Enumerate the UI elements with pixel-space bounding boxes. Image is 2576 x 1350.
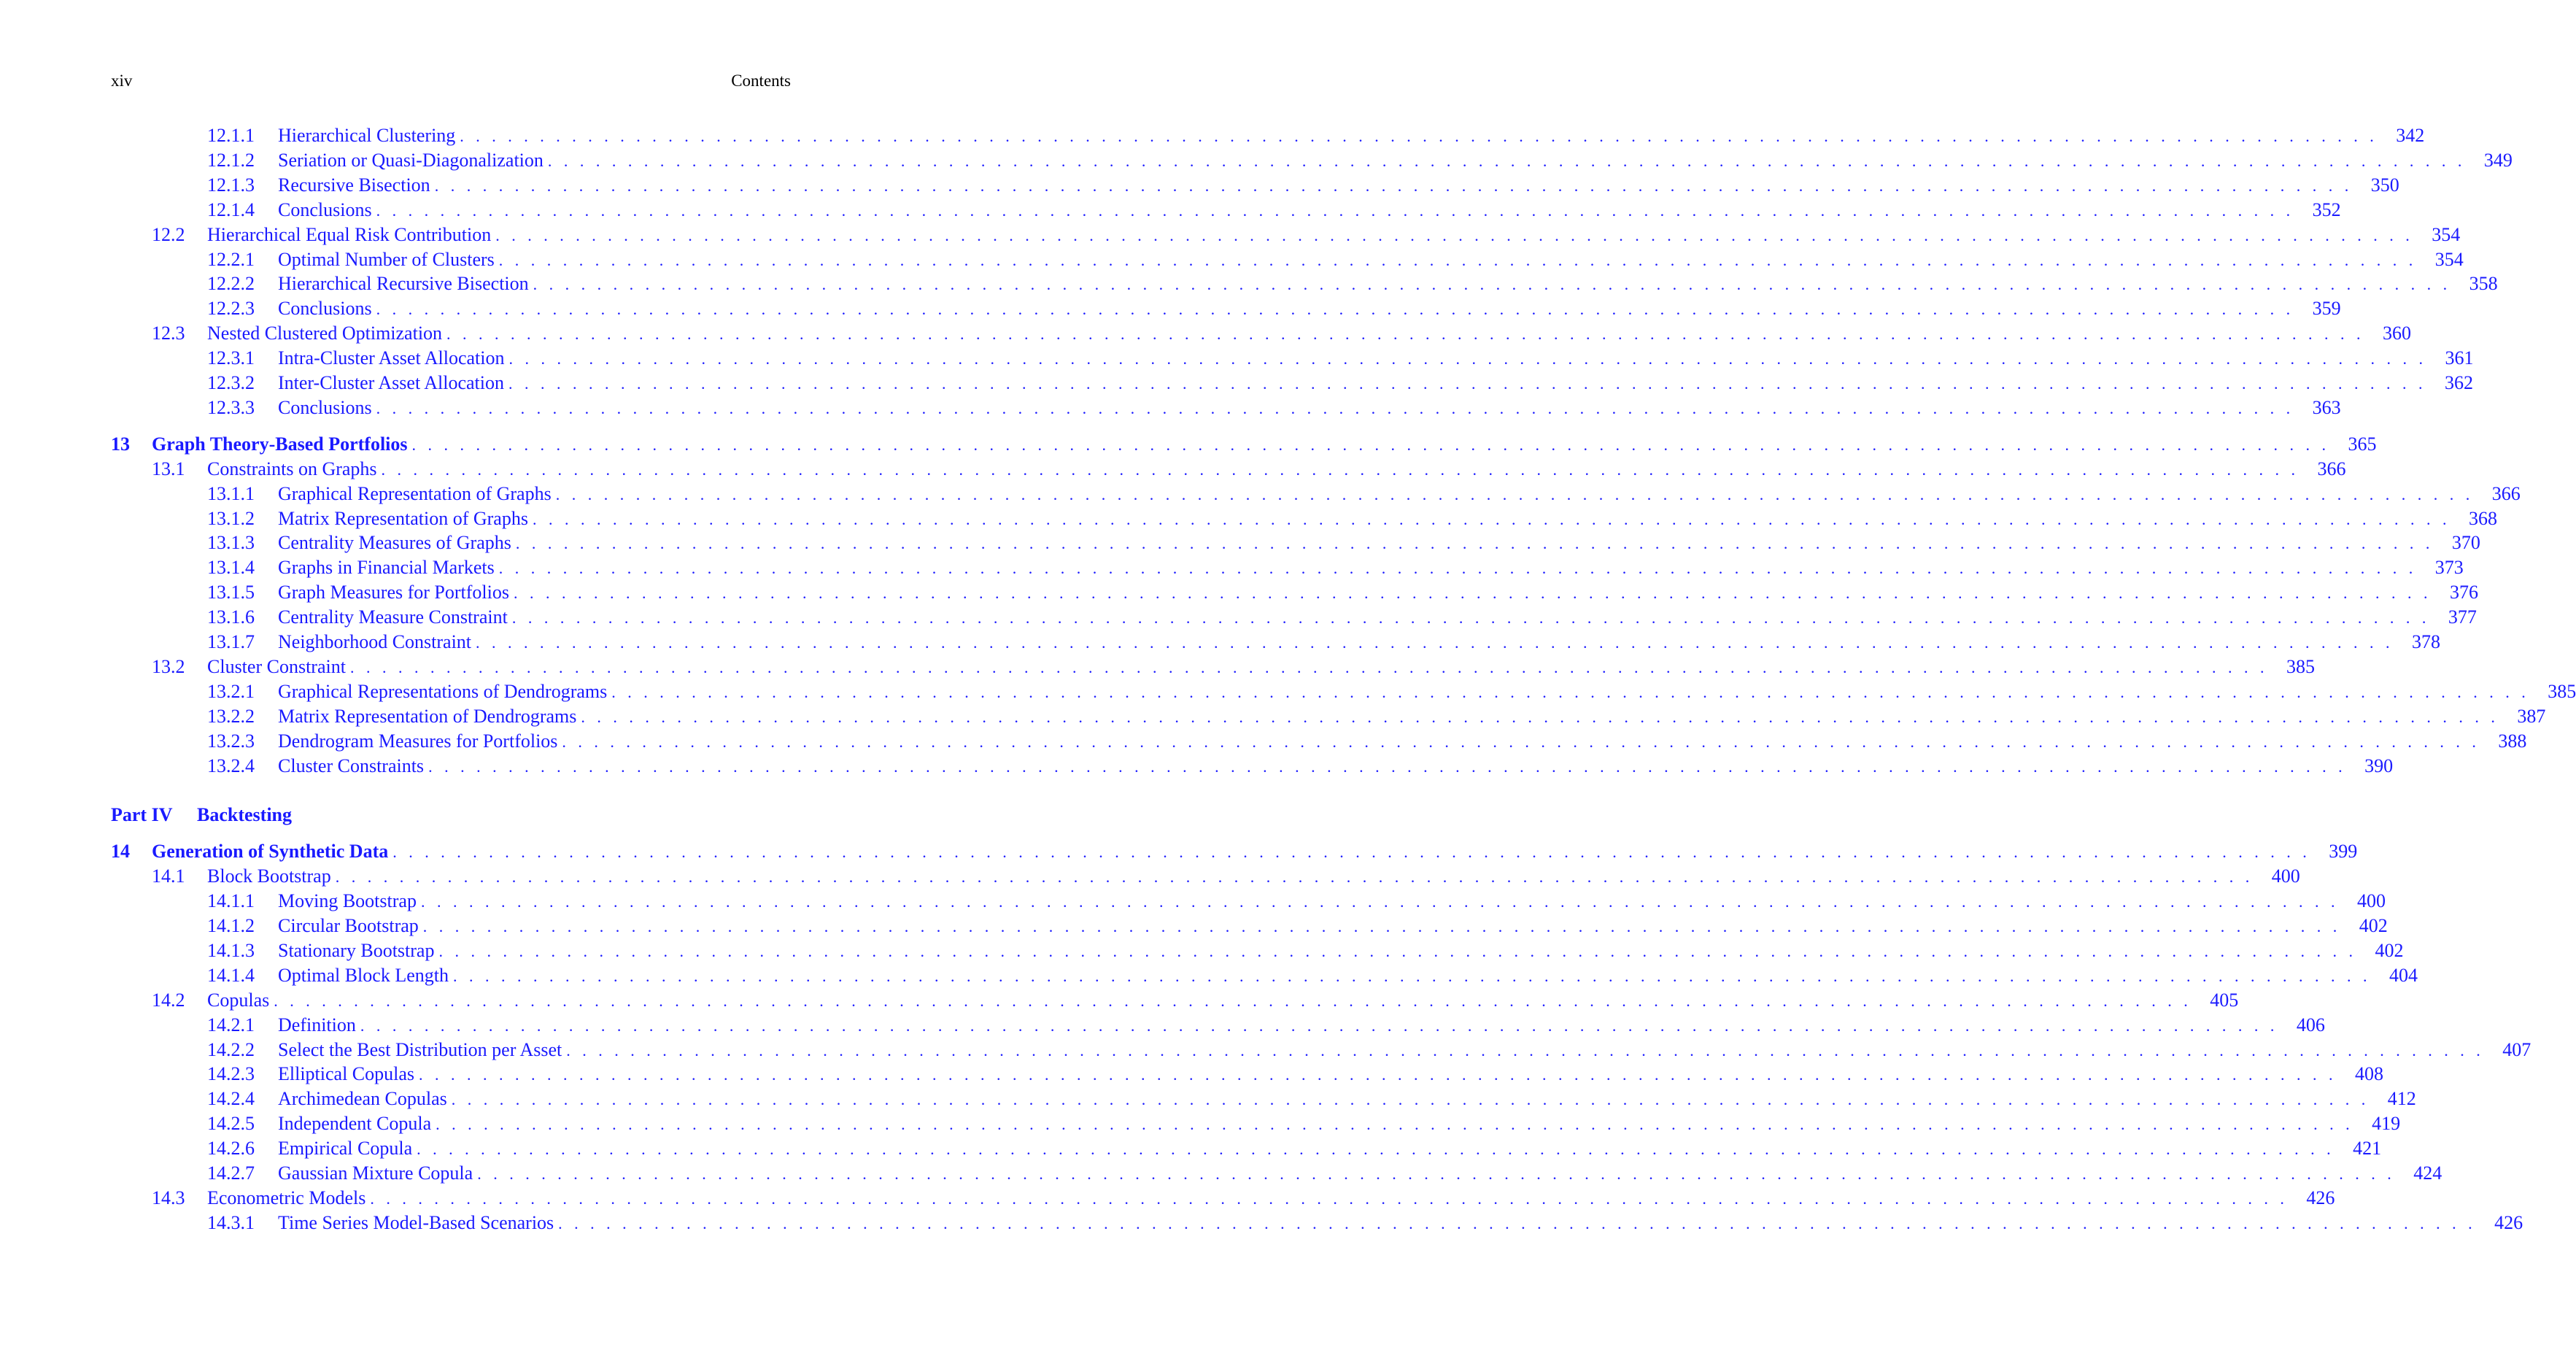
toc-entry-sub[interactable] [111, 963, 2418, 988]
toc-entry-line [278, 1136, 2382, 1162]
dot-leader: . . . . . . . . . . . . . . . . . . . . . . . . . . . . . . . . . . . . . . . . . . . . . . . . . . . . . . . . . . . . . . . . . . . . . . . . . . . . . . . . . . . . . . . . . . . . . . . . . . . . . . . . . . . . . . . . . . . . . . . . [370, 1189, 2289, 1208]
toc-page-number: 368 [2468, 507, 2497, 529]
toc-page-number: 399 [2329, 841, 2358, 863]
toc-entry-number: 12.2 [152, 223, 185, 245]
toc-entry-title: Matrix Representation of Dendrograms [278, 705, 577, 727]
toc-entry-line [207, 655, 2315, 680]
toc-page-number: 362 [2444, 372, 2473, 393]
toc-entry-line [207, 1186, 2335, 1211]
toc-page-number: 412 [2387, 1088, 2416, 1110]
toc-entry-title: Independent Copula [278, 1113, 432, 1135]
toc-entry-title: Definition [278, 1014, 356, 1035]
toc-entry-number: 12.3 [152, 323, 185, 344]
dot-leader: . . . . . . . . . . . . . . . . . . . . . . . . . . . . . . . . . . . . . . . . . . . . . . . . . . . . . . . . . . . . . . . . . . . . . . . . . . . . . . . . . . . . . . . . . . . . . . . . . . . . . . . . . . . . . . . . . . . . . . . . [428, 757, 2347, 776]
toc-entry-number: 13.2 [152, 655, 185, 677]
toc-page-number: 419 [2372, 1113, 2401, 1135]
toc-entry-number: 13.2.2 [207, 705, 255, 727]
toc-page-number: 402 [2359, 915, 2388, 936]
dot-leader: . . . . . . . . . . . . . . . . . . . . . . . . . . . . . . . . . . . . . . . . . . . . . . . . . . . . . . . . . . . . . . . . . . . . . . . . . . . . . . . . . . . . . . . . . . . . . . . . . . . . . . . . . . . . . . . . . . . . . . . . [581, 707, 2499, 726]
toc-entry-number: 14.2.3 [207, 1063, 255, 1085]
toc-entry-number: 12.1.3 [207, 174, 255, 196]
toc-entry-number: 14.2.2 [207, 1038, 255, 1060]
toc-entry-title: Copulas [207, 989, 270, 1011]
toc-entry-line [278, 1013, 2325, 1038]
toc-entry-line [278, 346, 2474, 371]
toc-entry-section[interactable] [111, 457, 2346, 482]
toc-entry-number: 12.1.2 [207, 149, 255, 171]
toc-entry-line [278, 1111, 2401, 1137]
toc-entry-number: 12.1.1 [207, 125, 255, 146]
toc-entry-title: Moving Bootstrap [278, 890, 417, 912]
dot-leader: . . . . . . . . . . . . . . . . . . . . . . . . . . . . . . . . . . . . . . . . . . . . . . . . . . . . . . . . . . . . . . . . . . . . . . . . . . . . . . . . . . . . . . . . . . . . . . . . . . . . . . . . . . . . . . . . . . . . . . . . [335, 868, 2254, 887]
dot-leader: . . . . . . . . . . . . . . . . . . . . . . . . . . . . . . . . . . . . . . . . . . . . . . . . . . . . . . . . . . . . . . . . . . . . . . . . . . . . . . . . . . . . . . . . . . . . . . . . . . . . . . . . . . . . . . . . . . . . . . . . [562, 732, 2480, 751]
dot-leader: . . . . . . . . . . . . . . . . . . . . . . . . . . . . . . . . . . . . . . . . . . . . . . . . . . . . . . . . . . . . . . . . . . . . . . . . . . . . . . . . . . . . . . . . . . . . . . . . . . . . . . . . . . . . . . . . . . . . . . . . [376, 398, 2294, 417]
toc-entry-sub[interactable] [111, 482, 2521, 506]
toc-entry-title: Circular Bootstrap [278, 915, 419, 936]
toc-entry-title: Hierarchical Clustering [278, 125, 456, 146]
toc-entry-line [278, 914, 2388, 939]
toc-entry-title: Elliptical Copulas [278, 1063, 415, 1085]
dot-leader: . . . . . . . . . . . . . . . . . . . . . . . . . . . . . . . . . . . . . . . . . . . . . . . . . . . . . . . . . . . . . . . . . . . . . . . . . . . . . . . . . . . . . . . . . . . . . . . . . . . . . . . . . . . . . . . . . . . . . . . . [498, 250, 2417, 269]
toc-entry-line [278, 531, 2480, 556]
toc-entry-line [207, 457, 2346, 482]
toc-entry-title: Recursive Bisection [278, 174, 430, 196]
toc-entry-title: Graphical Representation of Graphs [278, 482, 552, 504]
toc-entry-title: Dendrogram Measures for Portfolios [278, 730, 558, 752]
toc-entry-sub[interactable] [111, 914, 2388, 938]
dot-leader: . . . . . . . . . . . . . . . . . . . . . . . . . . . . . . . . . . . . . . . . . . . . . . . . . . . . . . . . . . . . . . . . . . . . . . . . . . . . . . . . . . . . . . . . . . . . . . . . . . . . . . . . . . . . . . . . . . . . . . . . [419, 1065, 2337, 1084]
dot-leader: . . . . . . . . . . . . . . . . . . . . . . . . . . . . . . . . . . . . . . . . . . . . . . . . . . . . . . . . . . . . . . . . . . . . . . . . . . . . . . . . . . . . . . . . . . . . . . . . . . . . . . . . . . . . . . . . . . . . . . . . [446, 325, 2365, 344]
toc-entry-line [278, 1087, 2416, 1112]
toc-page-number: 408 [2355, 1063, 2384, 1085]
dot-leader: . . . . . . . . . . . . . . . . . . . . . . . . . . . . . . . . . . . . . . . . . . . . . . . . . . . . . . . . . . . . . . . . . . . . . . . . . . . . . . . . . . . . . . . . . . . . . . . . . . . . . . . . . . . . . . . . . . . . . . . . [508, 350, 2427, 369]
toc-part-label: Part IV [111, 804, 173, 826]
toc-entry-title: Inter-Cluster Asset Allocation [278, 372, 504, 393]
toc-entry-title: Gaussian Mixture Copula [278, 1162, 473, 1184]
dot-leader: . . . . . . . . . . . . . . . . . . . . . . . . . . . . . . . . . . . . . . . . . . . . . . . . . . . . . . . . . . . . . . . . . . . . . . . . . . . . . . . . . . . . . . . . . . . . . . . . . . . . . . . . . . . . . . . . . . . . . . . . [558, 1214, 2477, 1233]
toc-entry-number: 14.2.6 [207, 1138, 255, 1160]
toc-entry-title: Nested Clustered Optimization [207, 323, 443, 344]
toc-entry-line [278, 123, 2425, 149]
toc-page-number: 349 [2483, 149, 2513, 171]
dot-leader: . . . . . . . . . . . . . . . . . . . . . . . . . . . . . . . . . . . . . . . . . . . . . . . . . . . . . . . . . . . . . . . . . . . . . . . . . . . . . . . . . . . . . . . . . . . . . . . . . . . . . . . . . . . . . . . . . . . . . . . . [566, 1041, 2485, 1060]
toc-entry-title: Stationary Bootstrap [278, 939, 435, 961]
toc-page-number: 376 [2450, 582, 2478, 603]
toc-entry-title: Empirical Copula [278, 1138, 413, 1160]
dot-leader: . . . . . . . . . . . . . . . . . . . . . . . . . . . . . . . . . . . . . . . . . . . . . . . . . . . . . . . . . . . . . . . . . . . . . . . . . . . . . . . . . . . . . . . . . . . . . . . . . . . . . . . . . . . . . . . . . . . . . . . . [495, 225, 2414, 244]
toc-entry-line [278, 173, 2399, 198]
toc-entry-line [278, 938, 2404, 964]
toc-entry-sub[interactable] [111, 1038, 2531, 1062]
dot-leader: . . . . . . . . . . . . . . . . . . . . . . . . . . . . . . . . . . . . . . . . . . . . . . . . . . . . . . . . . . . . . . . . . . . . . . . . . . . . . . . . . . . . . . . . . . . . . . . . . . . . . . . . . . . . . . . . . . . . . . . . [434, 176, 2353, 195]
toc-page-number: 387 [2517, 705, 2546, 727]
toc-entry-number: 14.2.7 [207, 1162, 255, 1184]
toc-page-number: 352 [2312, 198, 2341, 220]
page-folio: xiv [111, 72, 133, 90]
toc-entry-sub[interactable] [111, 1062, 2384, 1087]
toc-page-number: 342 [2396, 125, 2425, 146]
toc-page-number: 424 [2413, 1162, 2442, 1184]
toc-page-number: 360 [2383, 323, 2412, 344]
toc-entry-line [278, 630, 2441, 655]
toc-entry-section[interactable] [111, 1186, 2335, 1211]
toc-entry-line [278, 271, 2498, 297]
toc-entry-line [207, 321, 2412, 347]
toc-entry-line [278, 580, 2478, 606]
toc-entry-line [278, 605, 2477, 630]
toc-entry-title: Intra-Cluster Asset Allocation [278, 347, 505, 369]
toc-entry-title: Constraints on Graphs [207, 458, 377, 479]
toc-entry-number: 14.2.4 [207, 1088, 255, 1110]
toc-page-number: 350 [2370, 174, 2399, 196]
toc-entry-line [278, 296, 2341, 322]
toc-page-number: 370 [2451, 532, 2480, 554]
toc-entry-number: 13.2.4 [207, 755, 255, 776]
toc-page-number: 366 [2491, 482, 2521, 504]
toc-entry-number: 13.1.2 [207, 507, 255, 529]
toc-entry-sub[interactable] [111, 296, 2341, 321]
dot-leader: . . . . . . . . . . . . . . . . . . . . . . . . . . . . . . . . . . . . . . . . . . . . . . . . . . . . . . . . . . . . . . . . . . . . . . . . . . . . . . . . . . . . . . . . . . . . . . . . . . . . . . . . . . . . . . . . . . . . . . . . [349, 657, 2268, 676]
toc-entry-sub[interactable] [111, 396, 2341, 420]
dot-leader: . . . . . . . . . . . . . . . . . . . . . . . . . . . . . . . . . . . . . . . . . . . . . . . . . . . . . . . . . . . . . . . . . . . . . . . . . . . . . . . . . . . . . . . . . . . . . . . . . . . . . . . . . . . . . . . . . . . . . . . . [376, 300, 2294, 319]
toc-entry-sub[interactable] [111, 1161, 2442, 1186]
toc-entry-number: 12.3.3 [207, 396, 255, 418]
toc-entry-line [278, 148, 2513, 174]
dot-leader: . . . . . . . . . . . . . . . . . . . . . . . . . . . . . . . . . . . . . . . . . . . . . . . . . . . . . . . . . . . . . . . . . . . . . . . . . . . . . . . . . . . . . . . . . . . . . . . . . . . . . . . . . . . . . . . . . . . . . . . . [460, 127, 2378, 145]
toc-entry-sub[interactable] [111, 531, 2480, 555]
toc-entry-title: Graph Theory-Based Portfolios [152, 433, 408, 455]
toc-page-number: 358 [2469, 273, 2498, 295]
toc-entry-line [278, 679, 2576, 705]
toc-entry-sub[interactable] [111, 198, 2341, 223]
dot-leader: . . . . . . . . . . . . . . . . . . . . . . . . . . . . . . . . . . . . . . . . . . . . . . . . . . . . . . . . . . . . . . . . . . . . . . . . . . . . . . . . . . . . . . . . . . . . . . . . . . . . . . . . . . . . . . . . . . . . . . . . [360, 1016, 2278, 1035]
dot-leader: . . . . . . . . . . . . . . . . . . . . . . . . . . . . . . . . . . . . . . . . . . . . . . . . . . . . . . . . . . . . . . . . . . . . . . . . . . . . . . . . . . . . . . . . . . . . . . . . . . . . . . . . . . . . . . . . . . . . . . . . [611, 682, 2530, 701]
toc-entry-sub[interactable] [111, 704, 2546, 729]
toc-entry-title: Centrality Measure Constraint [278, 606, 508, 628]
toc-entry-title: Time Series Model-Based Scenarios [278, 1211, 554, 1233]
toc-entry-number: 13.1.3 [207, 532, 255, 554]
dot-leader: . . . . . . . . . . . . . . . . . . . . . . . . . . . . . . . . . . . . . . . . . . . . . . . . . . . . . . . . . . . . . . . . . . . . . . . . . . . . . . . . . . . . . . . . . . . . . . . . . . . . . . . . . . . . . . . . . . . . . . . . [420, 892, 2339, 911]
toc-entry-title: Centrality Measures of Graphs [278, 532, 511, 554]
toc-page-number: 354 [2434, 248, 2464, 270]
toc-page-number: 407 [2502, 1038, 2531, 1060]
toc-page-number: 406 [2296, 1014, 2325, 1035]
toc-page-number: 400 [2271, 865, 2300, 887]
toc-entry-line [152, 839, 2358, 865]
toc-page-number: 359 [2312, 298, 2341, 320]
toc-entry-section[interactable] [111, 223, 2461, 247]
toc-entry-line [278, 396, 2341, 421]
dot-leader: . . . . . . . . . . . . . . . . . . . . . . . . . . . . . . . . . . . . . . . . . . . . . . . . . . . . . . . . . . . . . . . . . . . . . . . . . . . . . . . . . . . . . . . . . . . . . . . . . . . . . . . . . . . . . . . . . . . . . . . . [555, 485, 2474, 504]
toc-entry-number: 12.3.1 [207, 347, 255, 369]
dot-leader: . . . . . . . . . . . . . . . . . . . . . . . . . . . . . . . . . . . . . . . . . . . . . . . . . . . . . . . . . . . . . . . . . . . . . . . . . . . . . . . . . . . . . . . . . . . . . . . . . . . . . . . . . . . . . . . . . . . . . . . . [508, 374, 2426, 393]
toc-entry-title: Conclusions [278, 198, 372, 220]
dot-leader: . . . . . . . . . . . . . . . . . . . . . . . . . . . . . . . . . . . . . . . . . . . . . . . . . . . . . . . . . . . . . . . . . . . . . . . . . . . . . . . . . . . . . . . . . . . . . . . . . . . . . . . . . . . . . . . . . . . . . . . . [547, 151, 2466, 170]
toc-entry-number: 12.2.3 [207, 298, 255, 320]
toc-entry-title: Graphs in Financial Markets [278, 557, 495, 579]
toc-part-title: Backtesting [197, 804, 292, 826]
toc-entry-number: 13.1.6 [207, 606, 255, 628]
toc-entry-sub[interactable] [111, 938, 2404, 963]
toc-entry-sub[interactable] [111, 1111, 2401, 1136]
toc-entry-number: 13.2.3 [207, 730, 255, 752]
toc-entry-number: 14.1.4 [207, 964, 255, 986]
toc-page-number: 373 [2434, 557, 2464, 579]
toc-entry-number: 14.2.1 [207, 1014, 255, 1035]
dot-leader: . . . . . . . . . . . . . . . . . . . . . . . . . . . . . . . . . . . . . . . . . . . . . . . . . . . . . . . . . . . . . . . . . . . . . . . . . . . . . . . . . . . . . . . . . . . . . . . . . . . . . . . . . . . . . . . . . . . . . . . . [498, 559, 2417, 578]
toc-entry-title: Cluster Constraints [278, 755, 425, 776]
toc-entry-title: Graph Measures for Portfolios [278, 582, 509, 603]
toc-page-number: 402 [2375, 939, 2404, 961]
toc-entry-title: Optimal Block Length [278, 964, 449, 986]
toc-entry-number: 13.1 [152, 458, 185, 479]
toc-entry-line [278, 506, 2497, 532]
toc-entry-line [207, 864, 2300, 890]
toc-entry-sub[interactable] [111, 754, 2394, 779]
toc-page-number: 385 [2286, 655, 2315, 677]
dot-leader: . . . . . . . . . . . . . . . . . . . . . . . . . . . . . . . . . . . . . . . . . . . . . . . . . . . . . . . . . . . . . . . . . . . . . . . . . . . . . . . . . . . . . . . . . . . . . . . . . . . . . . . . . . . . . . . . . . . . . . . . [274, 991, 2192, 1010]
toc-entry-title: Conclusions [278, 396, 372, 418]
toc-entry-number: 14.2.5 [207, 1113, 255, 1135]
toc-entry-title: Matrix Representation of Graphs [278, 507, 528, 529]
toc-entry-line [152, 432, 2377, 458]
running-title: Contents [731, 72, 791, 90]
toc-page-number: 388 [2498, 730, 2527, 752]
toc-entry-sub[interactable] [111, 1136, 2382, 1161]
toc-page-number: 366 [2317, 458, 2346, 479]
toc-entry-title: Econometric Models [207, 1187, 366, 1208]
toc-entry-sub[interactable] [111, 889, 2386, 914]
toc-entry-line [278, 371, 2473, 396]
toc-entry-number: 13.1.1 [207, 482, 255, 504]
toc-entry-title: Select the Best Distribution per Asset [278, 1038, 562, 1060]
toc-entry-sub[interactable] [111, 580, 2478, 605]
toc-entry-title: Graphical Representations of Dendrograms [278, 680, 608, 702]
toc-entry-sub[interactable] [111, 173, 2399, 198]
toc-entry-title: Seriation or Quasi-Diagonalization [278, 149, 544, 171]
toc-page-number: 405 [2210, 989, 2239, 1011]
toc-entry-number: 13.2.1 [207, 680, 255, 702]
toc-page-number: 365 [2348, 433, 2377, 455]
toc-entry-sub[interactable] [111, 1087, 2416, 1111]
toc-entry-number: 12.2.1 [207, 248, 255, 270]
toc-entry-section[interactable] [111, 988, 2239, 1013]
toc-entry-title: Cluster Constraint [207, 655, 346, 677]
toc-page-number: 404 [2389, 964, 2418, 986]
toc-entry-number: 14.1.1 [207, 890, 255, 912]
dot-leader: . . . . . . . . . . . . . . . . . . . . . . . . . . . . . . . . . . . . . . . . . . . . . . . . . . . . . . . . . . . . . . . . . . . . . . . . . . . . . . . . . . . . . . . . . . . . . . . . . . . . . . . . . . . . . . . . . . . . . . . . [436, 1115, 2354, 1134]
running-head [111, 72, 791, 93]
toc-entry-sub[interactable] [111, 506, 2497, 531]
toc-entry-sub[interactable] [111, 729, 2527, 754]
toc-page-number: 363 [2312, 396, 2341, 418]
toc-entry-line [278, 963, 2418, 989]
toc-page-number: 385 [2548, 680, 2576, 702]
toc-entry-section[interactable] [111, 655, 2315, 679]
dot-leader: . . . . . . . . . . . . . . . . . . . . . . . . . . . . . . . . . . . . . . . . . . . . . . . . . . . . . . . . . . . . . . . . . . . . . . . . . . . . . . . . . . . . . . . . . . . . . . . . . . . . . . . . . . . . . . . . . . . . . . . . [533, 275, 2451, 294]
toc-entry-sub[interactable] [111, 1013, 2325, 1038]
toc-page-number: 426 [2306, 1187, 2335, 1208]
toc-page-number: 354 [2432, 223, 2461, 245]
toc-entry-title: Hierarchical Equal Risk Contribution [207, 223, 492, 245]
toc-page-number: 378 [2412, 631, 2441, 652]
toc-entry-line [278, 555, 2464, 581]
toc-entry-title: Neighborhood Constraint [278, 631, 472, 652]
dot-leader: . . . . . . . . . . . . . . . . . . . . . . . . . . . . . . . . . . . . . . . . . . . . . . . . . . . . . . . . . . . . . . . . . . . . . . . . . . . . . . . . . . . . . . . . . . . . . . . . . . . . . . . . . . . . . . . . . . . . . . . . [514, 584, 2432, 603]
toc-entry-sub[interactable] [111, 271, 2498, 296]
toc-entry-title: Generation of Synthetic Data [152, 841, 389, 863]
toc-entry-section[interactable] [111, 864, 2300, 889]
toc-page-number: 361 [2445, 347, 2474, 369]
toc-page-number: 390 [2364, 755, 2394, 776]
dot-leader: . . . . . . . . . . . . . . . . . . . . . . . . . . . . . . . . . . . . . . . . . . . . . . . . . . . . . . . . . . . . . . . . . . . . . . . . . . . . . . . . . . . . . . . . . . . . . . . . . . . . . . . . . . . . . . . . . . . . . . . . [452, 966, 2371, 985]
toc-entry-chapter[interactable] [111, 839, 2358, 864]
toc-page-number: 426 [2494, 1211, 2523, 1233]
toc-entry-number: 14.1.2 [207, 915, 255, 936]
dot-leader: . . . . . . . . . . . . . . . . . . . . . . . . . . . . . . . . . . . . . . . . . . . . . . . . . . . . . . . . . . . . . . . . . . . . . . . . . . . . . . . . . . . . . . . . . . . . . . . . . . . . . . . . . . . . . . . . . . . . . . . . [515, 534, 2434, 553]
toc-entry-number: 14 [111, 841, 130, 863]
toc-entry-chapter[interactable] [111, 432, 2377, 457]
toc-entry-line [278, 1038, 2531, 1063]
toc-entry-sub[interactable] [111, 148, 2513, 173]
dot-leader: . . . . . . . . . . . . . . . . . . . . . . . . . . . . . . . . . . . . . . . . . . . . . . . . . . . . . . . . . . . . . . . . . . . . . . . . . . . . . . . . . . . . . . . . . . . . . . . . . . . . . . . . . . . . . . . . . . . . . . . . [376, 201, 2294, 220]
dot-leader: . . . . . . . . . . . . . . . . . . . . . . . . . . . . . . . . . . . . . . . . . . . . . . . . . . . . . . . . . . . . . . . . . . . . . . . . . . . . . . . . . . . . . . . . . . . . . . . . . . . . . . . . . . . . . . . . . . . . . . . . [411, 435, 2330, 454]
toc-entry-sub[interactable] [111, 605, 2477, 630]
toc-entry-line [278, 247, 2464, 273]
toc-entry-line [278, 482, 2521, 507]
toc-entry-number: 13 [111, 433, 130, 455]
toc-entry-number: 12.3.2 [207, 372, 255, 393]
dot-leader: . . . . . . . . . . . . . . . . . . . . . . . . . . . . . . . . . . . . . . . . . . . . . . . . . . . . . . . . . . . . . . . . . . . . . . . . . . . . . . . . . . . . . . . . . . . . . . . . . . . . . . . . . . . . . . . . . . . . . . . . [381, 460, 2300, 479]
toc-entry-sub[interactable] [111, 371, 2473, 396]
dot-leader: . . . . . . . . . . . . . . . . . . . . . . . . . . . . . . . . . . . . . . . . . . . . . . . . . . . . . . . . . . . . . . . . . . . . . . . . . . . . . . . . . . . . . . . . . . . . . . . . . . . . . . . . . . . . . . . . . . . . . . . . [477, 1165, 2396, 1183]
toc-entry-line [278, 889, 2386, 914]
dot-leader: . . . . . . . . . . . . . . . . . . . . . . . . . . . . . . . . . . . . . . . . . . . . . . . . . . . . . . . . . . . . . . . . . . . . . . . . . . . . . . . . . . . . . . . . . . . . . . . . . . . . . . . . . . . . . . . . . . . . . . . . [417, 1140, 2335, 1159]
toc-entry-sub[interactable] [111, 679, 2576, 704]
toc-entry-title: Archimedean Copulas [278, 1088, 447, 1110]
toc-entry-title: Optimal Number of Clusters [278, 248, 495, 270]
toc-entry-title: Block Bootstrap [207, 865, 331, 887]
dot-leader: . . . . . . . . . . . . . . . . . . . . . . . . . . . . . . . . . . . . . . . . . . . . . . . . . . . . . . . . . . . . . . . . . . . . . . . . . . . . . . . . . . . . . . . . . . . . . . . . . . . . . . . . . . . . . . . . . . . . . . . . [476, 633, 2394, 652]
toc-entry-number: 13.1.7 [207, 631, 255, 652]
toc-entry-line [278, 1062, 2384, 1087]
toc-entry-title: Conclusions [278, 298, 372, 320]
toc-entry-number: 13.1.5 [207, 582, 255, 603]
dot-leader: . . . . . . . . . . . . . . . . . . . . . . . . . . . . . . . . . . . . . . . . . . . . . . . . . . . . . . . . . . . . . . . . . . . . . . . . . . . . . . . . . . . . . . . . . . . . . . . . . . . . . . . . . . . . . . . . . . . . . . . . [392, 843, 2311, 862]
toc-entry-number: 14.3.1 [207, 1211, 255, 1233]
toc-entry-number: 14.1 [152, 865, 185, 887]
toc-entry-line [278, 1211, 2523, 1236]
toc-entry-number: 12.1.4 [207, 198, 255, 220]
toc-entry-line [278, 1161, 2442, 1187]
toc-entry-line [278, 198, 2341, 223]
dot-leader: . . . . . . . . . . . . . . . . . . . . . . . . . . . . . . . . . . . . . . . . . . . . . . . . . . . . . . . . . . . . . . . . . . . . . . . . . . . . . . . . . . . . . . . . . . . . . . . . . . . . . . . . . . . . . . . . . . . . . . . . [511, 609, 2430, 628]
toc-entry-section[interactable] [111, 321, 2412, 346]
dot-leader: . . . . . . . . . . . . . . . . . . . . . . . . . . . . . . . . . . . . . . . . . . . . . . . . . . . . . . . . . . . . . . . . . . . . . . . . . . . . . . . . . . . . . . . . . . . . . . . . . . . . . . . . . . . . . . . . . . . . . . . . [422, 917, 2341, 936]
toc-entry-number: 14.2 [152, 989, 185, 1011]
toc-entry-sub[interactable] [111, 555, 2464, 580]
toc-entry-line [207, 988, 2239, 1014]
toc-entry-sub[interactable] [111, 1211, 2523, 1235]
dot-leader: . . . . . . . . . . . . . . . . . . . . . . . . . . . . . . . . . . . . . . . . . . . . . . . . . . . . . . . . . . . . . . . . . . . . . . . . . . . . . . . . . . . . . . . . . . . . . . . . . . . . . . . . . . . . . . . . . . . . . . . . [532, 509, 2451, 528]
toc-entry-number: 14.3 [152, 1187, 185, 1208]
toc-entry-number: 12.2.2 [207, 273, 255, 295]
toc-entry-line [278, 704, 2546, 730]
toc-entry-number: 14.1.3 [207, 939, 255, 961]
toc-entry-line [278, 729, 2527, 755]
toc-entry-line [207, 223, 2461, 248]
toc-entry-sub[interactable] [111, 346, 2474, 371]
toc-entry-title: Hierarchical Recursive Bisection [278, 273, 529, 295]
toc-entry-number: 13.1.4 [207, 557, 255, 579]
toc-page-number: 377 [2448, 606, 2477, 628]
toc-entry-sub[interactable] [111, 123, 2425, 148]
toc-page-number: 421 [2353, 1138, 2382, 1160]
toc-entry-sub[interactable] [111, 247, 2464, 272]
dot-leader: . . . . . . . . . . . . . . . . . . . . . . . . . . . . . . . . . . . . . . . . . . . . . . . . . . . . . . . . . . . . . . . . . . . . . . . . . . . . . . . . . . . . . . . . . . . . . . . . . . . . . . . . . . . . . . . . . . . . . . . . [451, 1090, 2370, 1109]
dot-leader: . . . . . . . . . . . . . . . . . . . . . . . . . . . . . . . . . . . . . . . . . . . . . . . . . . . . . . . . . . . . . . . . . . . . . . . . . . . . . . . . . . . . . . . . . . . . . . . . . . . . . . . . . . . . . . . . . . . . . . . . [438, 941, 2357, 960]
toc-page-number: 400 [2356, 890, 2386, 912]
toc-entry-line [278, 754, 2394, 779]
toc-entry-sub[interactable] [111, 630, 2441, 655]
